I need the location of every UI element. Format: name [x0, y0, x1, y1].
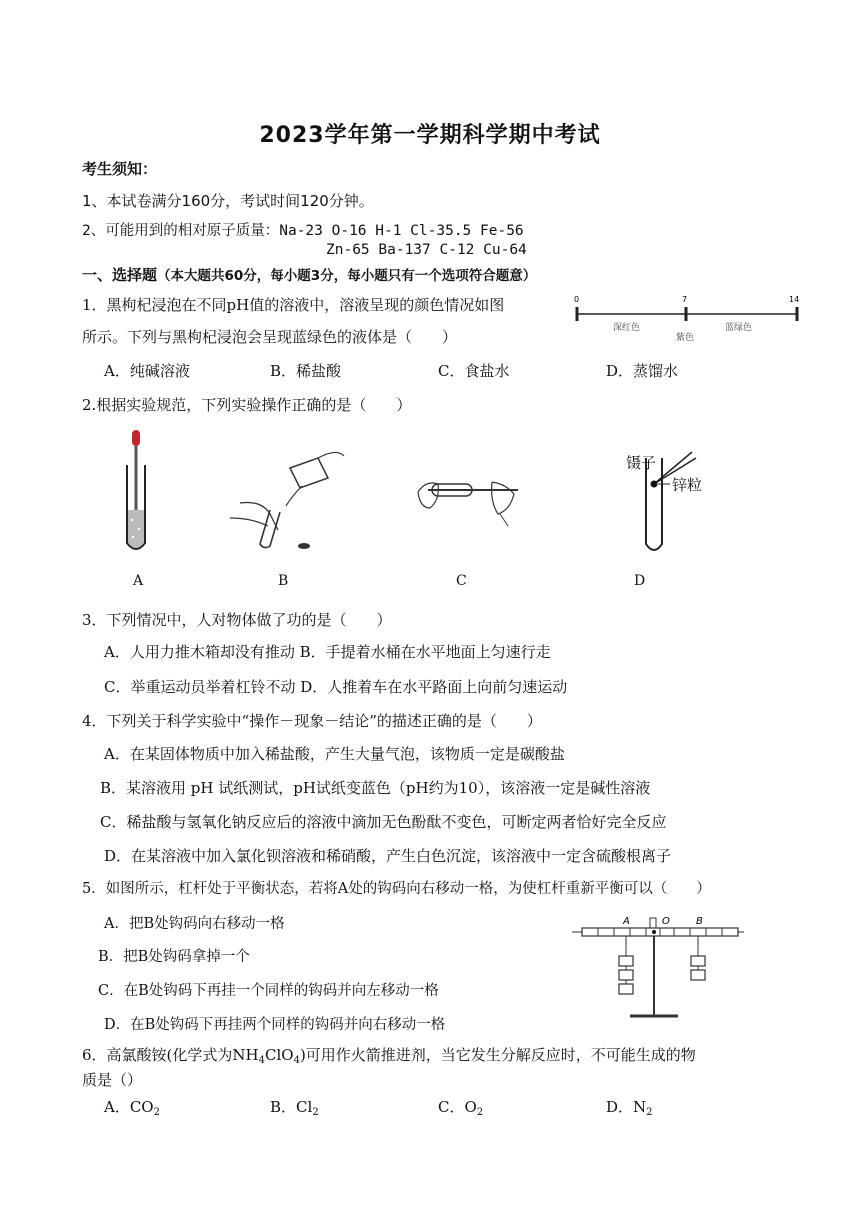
- scale-label-14: 14: [789, 295, 800, 304]
- q2-figure-a: [112, 425, 162, 560]
- q6-option-b: [270, 1096, 319, 1118]
- section-note: （本大题共60分，每小题3分，每小题只有一个选项符合题意）: [157, 268, 537, 284]
- pivot-o: [652, 930, 656, 934]
- q4-option-a: A．在某固体物质中加入稀盐酸，产生大量气泡，该物质一定是碳酸盐: [104, 745, 565, 763]
- q5-option-b: B．把B处钩码拿掉一个: [98, 949, 250, 965]
- notice-item-2-line-1: 2、可能用到的相对原子质量：Na-23 O-16 H-1 Cl-35.5 Fe-56: [82, 223, 524, 239]
- scale-mid-color: 紫色: [676, 333, 695, 343]
- q6-stem-line-2: 质是（）: [82, 1071, 143, 1089]
- q5-option-c: C．在B处钩码下再挂一个同样的钩码并向左移动一格: [98, 983, 439, 999]
- lever-label-a: A: [623, 916, 630, 927]
- q6-option-b-text: B．Cl: [270, 1098, 313, 1116]
- zinc-label: 锌粒: [672, 476, 703, 494]
- scale-left-color: 深红色: [613, 323, 641, 333]
- q5-option-d: D．在B处钩码下再挂两个同样的钩码并向右移动一格: [104, 1017, 446, 1033]
- tweezers-label: 镊子: [626, 454, 657, 472]
- q1-stem-line-1: 1．黑枸杞浸泡在不同pH值的溶液中，溶液呈现的颜色情况如图: [82, 296, 505, 314]
- q6-text-b: ClO: [264, 1046, 294, 1064]
- weight-a-2: [619, 970, 633, 980]
- hand-left: [240, 502, 278, 530]
- weight-a-1: [619, 956, 633, 966]
- q4-option-d: D．在某溶液中加入氯化钡溶液和稀硝酸，产生白色沉淀，该溶液中一定含硫酸根离子: [104, 847, 672, 865]
- hand-right-c: [492, 482, 514, 514]
- q3-stem: 3．下列情况中，人对物体做了功的是（ ）: [82, 611, 392, 629]
- section-heading: [82, 264, 536, 285]
- q6-sub-4b: 4: [293, 1055, 300, 1066]
- q6-option-c-sub: 2: [476, 1107, 484, 1118]
- dropper-bulb: [132, 430, 140, 446]
- q1-option-b: B．稀盐酸: [270, 362, 342, 380]
- q6-stem-line-1: [82, 1044, 696, 1066]
- pivot-knob: [650, 918, 656, 928]
- q4-stem: 4．下列关于科学实验中“操作－现象－结论”的描述正确的是（ ）: [82, 712, 542, 730]
- scale-label-7: 7: [682, 295, 688, 304]
- lever-diagram: [568, 910, 744, 1028]
- ph-color-scale: [565, 290, 815, 350]
- q1-option-c: C．食盐水: [438, 362, 510, 380]
- liquid: [128, 510, 144, 548]
- lever-divisions: [598, 928, 722, 936]
- q6-option-a-text: A．CO: [104, 1098, 154, 1116]
- q3-options-line-1: A．人用力推木箱却没有推动 B．手提着水桶在水平地面上匀速行走: [104, 643, 551, 661]
- q6-option-c-text: C．O: [438, 1098, 477, 1116]
- q4-option-b: B．某溶液用 pH 试纸测试，pH试纸变蓝色（pH约为10），该溶液一定是碱性溶液: [100, 779, 651, 797]
- q6-option-d-text: D．N: [606, 1098, 647, 1116]
- q2-stem: 2.根据实验规范，下列实验操作正确的是（ ）: [82, 396, 412, 414]
- q6-sub-4a: 4: [258, 1055, 265, 1066]
- q1-option-a: A．纯碱溶液: [104, 362, 190, 380]
- q5-option-a: A．把B处钩码向右移动一格: [104, 916, 285, 932]
- weight-a-3: [619, 984, 633, 994]
- q6-text-c: )可用作火箭推进剂，当它发生分解反应时，不可能生成的物: [299, 1046, 696, 1064]
- notice-heading: 考生须知：: [82, 160, 158, 178]
- q2-figure-b: [222, 448, 352, 558]
- q6-option-c: [438, 1096, 483, 1118]
- page-title: 2023学年第一学期科学期中考试: [259, 123, 601, 148]
- q3-options-line-2: C．举重运动员举着杠铃不动 D．人推着车在水平路面上向前匀速运动: [104, 678, 568, 696]
- spilled-solid: [298, 543, 310, 549]
- q5-stem: 5．如图所示，杠杆处于平衡状态，若将A处的钩码向右移动一格，为使杠杆重新平衡可以（ ）: [82, 881, 711, 897]
- zinc-granule: [651, 481, 658, 488]
- notice-item-2-line-2: Zn-65 Ba-137 C-12 Cu-64: [326, 242, 527, 258]
- scale-right-color: 蓝绿色: [725, 323, 753, 333]
- lever-label-o: O: [662, 916, 670, 927]
- q1-option-d: D．蒸馏水: [606, 362, 679, 380]
- q6-text-a: 6．高氯酸铵(化学式为NH: [82, 1046, 259, 1064]
- q6-option-a-sub: 2: [153, 1107, 160, 1118]
- q2-figure-c: [410, 470, 530, 530]
- notice-item-1: 1、本试卷满分160分，考试时间120分钟。: [82, 192, 374, 210]
- weight-b-2: [691, 970, 705, 980]
- q6-option-a: [104, 1096, 160, 1118]
- section-title: 一、选择题: [82, 266, 158, 284]
- weight-b-1: [691, 956, 705, 966]
- reagent-bottle: [290, 458, 328, 488]
- q6-option-b-sub: 2: [312, 1107, 319, 1118]
- q2-label-d: D: [634, 573, 646, 589]
- q4-option-c: C．稀盐酸与氢氧化钠反应后的溶液中滴加无色酚酞不变色，可断定两者恰好完全反应: [100, 813, 667, 831]
- q6-option-d: [606, 1096, 653, 1118]
- lever-label-b: B: [696, 916, 703, 927]
- q1-stem-line-2: 所示。下列与黑枸杞浸泡会呈现蓝绿色的液体是（ ）: [82, 328, 458, 346]
- q6-option-d-sub: 2: [646, 1107, 653, 1118]
- q2-label-c: C: [456, 573, 467, 589]
- q2-label-a: A: [133, 573, 144, 589]
- scale-label-0: 0: [574, 295, 580, 304]
- q2-label-b: B: [278, 573, 289, 589]
